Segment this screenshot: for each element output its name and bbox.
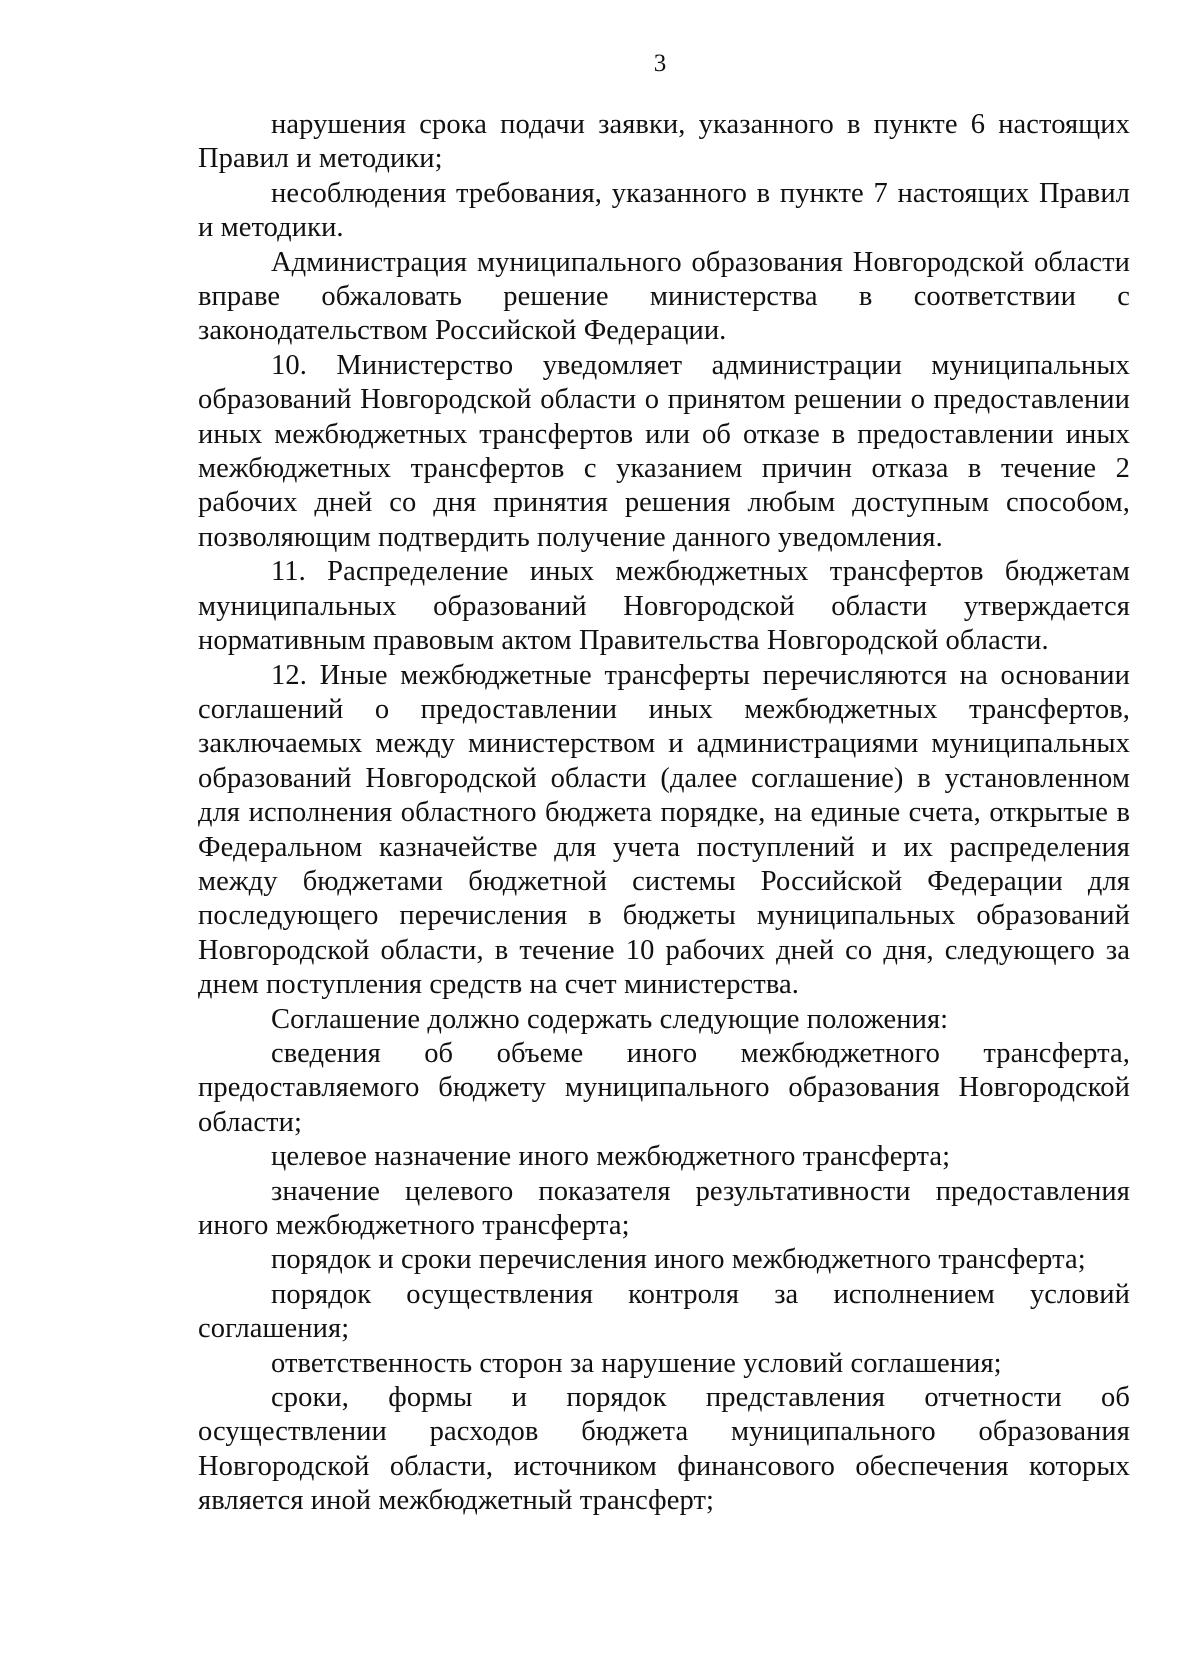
paragraph-appeal-right: Администрация муниципального образования Новгородской области вправе обжаловать решение министерства в соответствии с законодательством Российской Федерации.	[198, 246, 1130, 347]
list-item-reporting: сроки, формы и порядок представления отчетности об осуществлении расходов бюджета муниципального образования Новгородской области, источником финансового обеспечения которых является иной межбюджетный трансферт;	[198, 1382, 1130, 1517]
paragraph-item-11: 11. Распределение иных межбюджетных трансфертов бюджетам муниципальных образований Новгородской области утверждается нормативным правовым актом Правительства Новгородской области.	[198, 556, 1130, 657]
paragraph-item-12: 12. Иные межбюджетные трансферты перечисляются на основании соглашений о предоставлении иных межбюджетных трансфертов, заключаемых между министерством и администрациями муниципальных образований Новгородской области (далее соглашение) в установленном для исполнения областного бюджета порядке, на единые счета, открытые в Федеральном казначействе для учета поступлений и их распределения между бюджетами бюджетной системы Российской Федерации для последующего перечисления в бюджеты муниципальных образований Новгородской области, в течение 10 рабочих дней со дня, следующего за днем поступления средств на счет министерства.	[198, 659, 1130, 1001]
list-item-control-procedure: порядок осуществления контроля за исполнением условий соглашения;	[198, 1278, 1130, 1345]
document-body	[198, 108, 1130, 1519]
list-item-transfer-amount: сведения об объеме иного межбюджетного трансферта, предоставляемого бюджету муниципального образования Новгородской области;	[198, 1037, 1130, 1138]
paragraph-deadline-violation: нарушения срока подачи заявки, указанного в пункте 6 настоящих Правил и методики;	[198, 109, 1130, 175]
page-number: 3	[653, 50, 667, 77]
paragraph-requirement-violation: несоблюдения требования, указанного в пункте 7 настоящих Правил и методики.	[198, 177, 1130, 244]
list-item-performance-indicator: значение целевого показателя результативности предоставления иного межбюджетного трансферта;	[198, 1175, 1130, 1241]
list-item-transfer-procedure: порядок и сроки перечисления иного межбюджетного трансферта;	[271, 1244, 1086, 1276]
list-item-target-purpose: целевое назначение иного межбюджетного трансферта;	[271, 1141, 951, 1173]
paragraph-agreement-intro: Соглашение должно содержать следующие положения:	[271, 1003, 949, 1035]
paragraph-item-10: 10. Министерство уведомляет администрации муниципальных образований Новгородской области о принятом решении о предоставлении иных межбюджетных трансфертов или об отказе в предоставлении иных межбюджетных трансфертов с указанием причин отказа в течение 2 рабочих дней со дня принятия решения любым доступным способом, позволяющим подтвердить получение данного уведомления.	[198, 349, 1130, 553]
list-item-responsibility: ответственность сторон за нарушение условий соглашения;	[271, 1347, 1002, 1379]
